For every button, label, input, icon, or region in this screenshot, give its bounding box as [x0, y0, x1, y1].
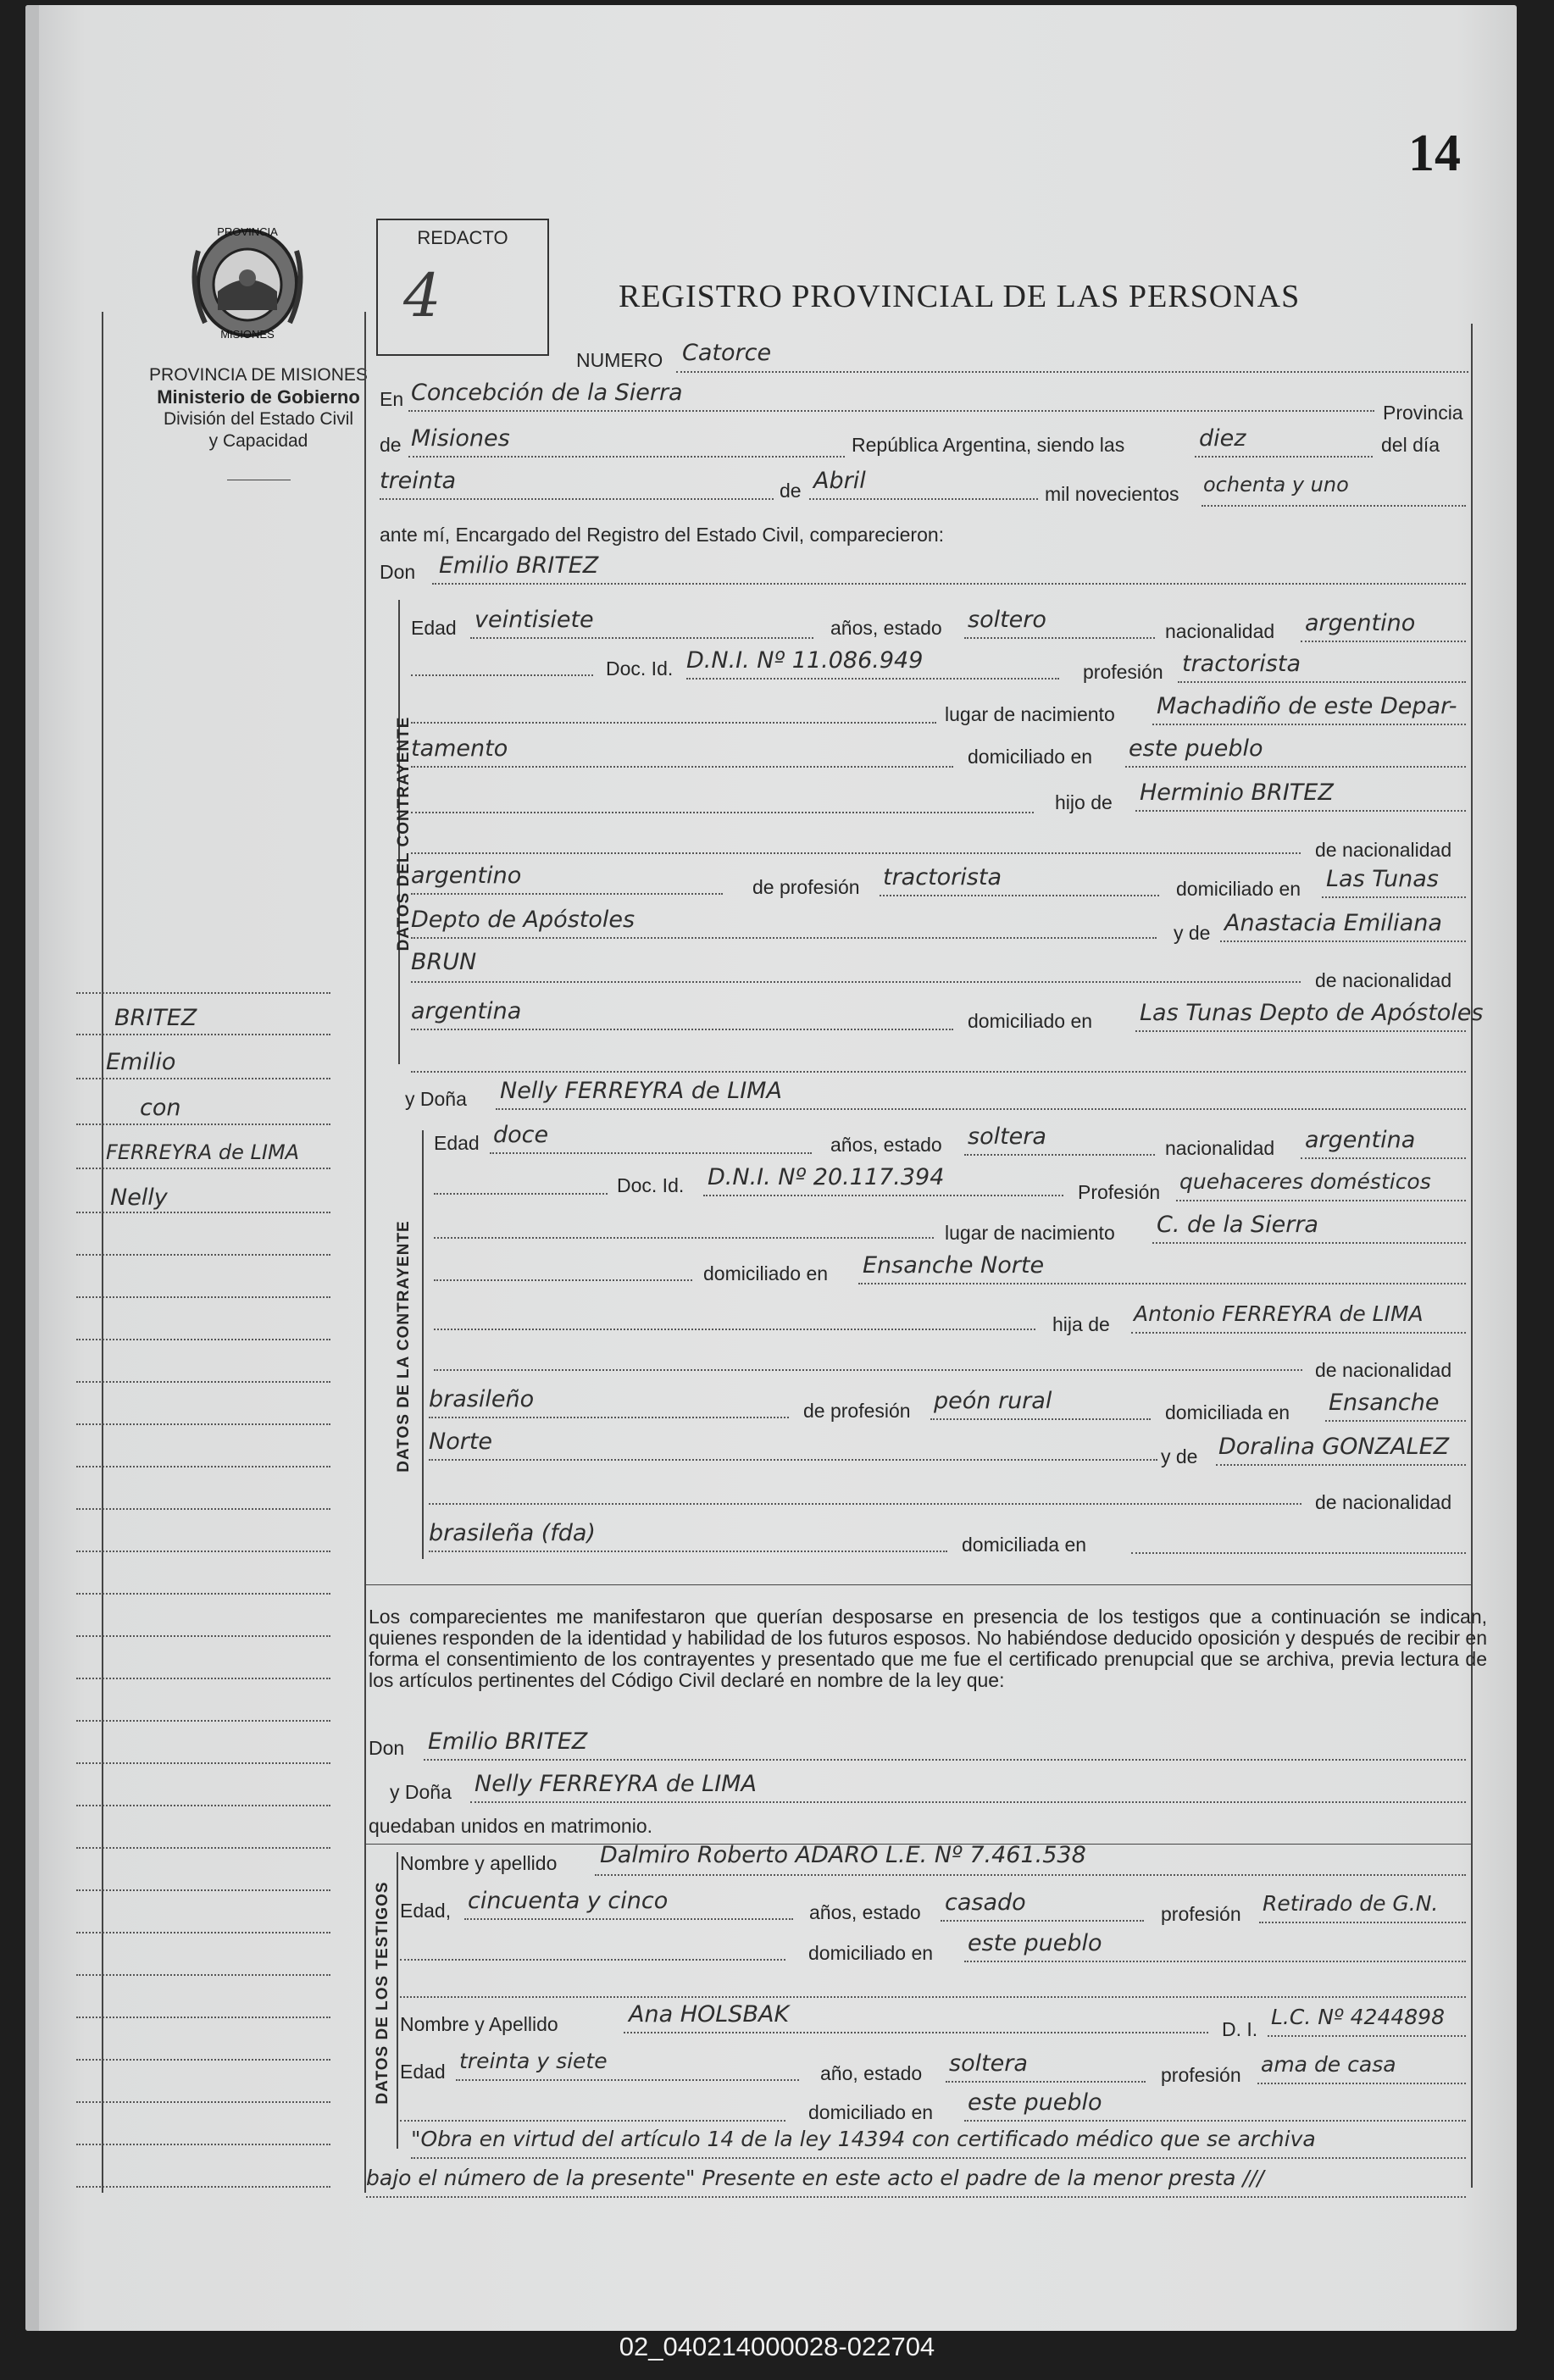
g-deprof-label: de profesión: [752, 876, 860, 898]
g-denac2-label: de nacionalidad: [1315, 969, 1452, 991]
g-padre-nac: argentino: [411, 863, 522, 889]
g-padre-prof: tractorista: [883, 864, 1002, 890]
b-doc-label: Doc. Id.: [617, 1174, 685, 1196]
witness-section-label: DATOS DE LOS TESTIGOS: [374, 1881, 391, 2105]
b-nac-label: nacionalidad: [1165, 1137, 1275, 1159]
b-doc: D.N.I. Nº 20.117.394: [708, 1164, 945, 1190]
g-nac-label: nacionalidad: [1165, 620, 1275, 642]
year-value: ochenta y uno: [1203, 473, 1349, 497]
w1-anos-label: años, estado: [809, 1901, 921, 1923]
w2-doc-label: D. I.: [1222, 2018, 1258, 2040]
decl-united: quedaban unidos en matrimonio.: [369, 1815, 653, 1837]
g-anos-label: años, estado: [830, 617, 942, 639]
g-yde-label: y de: [1174, 922, 1211, 944]
b-yde-label: y de: [1161, 1445, 1198, 1467]
g-madre1: Anastacia Emiliana: [1224, 910, 1442, 936]
header-province: PROVINCIA DE MISIONES: [149, 365, 368, 385]
g-estado: soltero: [968, 607, 1046, 633]
w2-dom: este pueblo: [968, 2089, 1102, 2116]
left-margin-line: [102, 312, 103, 2193]
numero-label: NUMERO: [576, 349, 663, 371]
b-dom-label: domiciliado en: [703, 1262, 829, 1284]
day-value: treinta: [380, 468, 457, 494]
bride-name: Nelly FERREYRA de LIMA: [500, 1078, 782, 1104]
margin-given-name: Emilio: [106, 1049, 176, 1075]
witness-bracket: [397, 1852, 398, 2149]
page-number: 14: [1408, 125, 1461, 182]
b-denac-label: de nacionalidad: [1315, 1359, 1452, 1381]
g-dom-label: domiciliado en: [968, 746, 1093, 768]
decl-dona-label: y Doña: [390, 1781, 452, 1803]
w2-name: Ana HOLSBAK: [629, 2001, 790, 2028]
margin-bride-surname: FERREYRA de LIMA: [106, 1140, 300, 1164]
ante-mi-text: ante mí, Encargado del Registro del Estado Civil, comparecieron:: [380, 524, 945, 546]
groom-section-label: DATOS DEL CONTRAYENTE: [395, 716, 413, 951]
month-value: Abril: [813, 468, 866, 494]
decl-bride: Nelly FERREYRA de LIMA: [475, 1771, 757, 1797]
g-prof-label: profesión: [1083, 661, 1163, 683]
right-frame-line: [1471, 324, 1473, 2188]
w2-doc: L.C. Nº 4244898: [1271, 2005, 1445, 2029]
left-column-line: [364, 312, 366, 2193]
document-page: [25, 5, 1517, 2331]
b-padre-prof: peón rural: [934, 1388, 1052, 1414]
b-anos-label: años, estado: [830, 1134, 942, 1156]
g-mdom-label: domiciliado en: [968, 1010, 1093, 1032]
b-lugar: C. de la Sierra: [1157, 1212, 1318, 1238]
redacto-box: [376, 219, 549, 356]
b-lugar-label: lugar de nacimiento: [945, 1222, 1115, 1244]
w1-edad: cincuenta y cinco: [468, 1888, 669, 1914]
g-domicilio: este pueblo: [1129, 735, 1263, 762]
g-madre2: BRUN: [411, 949, 477, 975]
w1-dom-label: domiciliado en: [808, 1942, 934, 1964]
b-denac2-label: de nacionalidad: [1315, 1491, 1452, 1513]
mil-label: mil novecientos: [1045, 483, 1179, 505]
g-hijo-label: hijo de: [1055, 791, 1113, 813]
b-padre: Antonio FERREYRA de LIMA: [1134, 1301, 1424, 1326]
bride-bracket: [422, 1130, 424, 1559]
b-estado: soltera: [968, 1123, 1046, 1150]
g-domen-label: domiciliado en: [1176, 878, 1301, 900]
w2-prof: ama de casa: [1261, 2052, 1396, 2077]
w1-edad-label: Edad,: [400, 1900, 452, 1922]
margin-con: con: [140, 1095, 181, 1121]
g-doc: D.N.I. Nº 11.086.949: [686, 647, 924, 674]
del-dia-label: del día: [1381, 434, 1440, 456]
bride-section-label: DATOS DE LA CONTRAYENTE: [395, 1220, 413, 1473]
page-binding-edge: [25, 5, 39, 2331]
declaration-text: Los comparecientes me manifestaron que querían desposarse en presencia de los testigos que a continuación se indican, quienes responden de la identidad y habilidad de los futuros esposos. No habiéndose deducido oposición y después de recibir en forma el consentimiento de los contrayentes y presentado que me fue el certificado prenupcial que se archiva, previa lectura de los artículos pertinentes del Código Civil declaré en nombre de la ley que:: [369, 1606, 1487, 1691]
de-label: de: [380, 434, 402, 456]
margin-bride-name: Nelly: [110, 1184, 168, 1211]
header-ministry: Ministerio de Gobierno: [157, 386, 360, 408]
provincia-label: Provincia: [1383, 402, 1463, 424]
g-lugar2: tamento: [411, 735, 508, 762]
g-profesion: tractorista: [1182, 651, 1301, 677]
groom-name: Emilio BRITEZ: [439, 552, 599, 579]
w2-anos-label: año, estado: [820, 2062, 923, 2084]
en-label: En: [380, 388, 404, 410]
image-id-caption: 02_040214000028-022704: [619, 2332, 935, 2361]
g-nacionalidad: argentino: [1305, 610, 1416, 636]
g-padre-dom1: Las Tunas: [1326, 866, 1439, 892]
b-madre-nac: brasileña (fda): [429, 1520, 596, 1546]
dona-label: y Doña: [405, 1088, 467, 1110]
redacto-value: 4: [403, 261, 441, 330]
hour-value: diez: [1199, 425, 1246, 452]
g-madre-dom: Las Tunas Depto de Apóstoles: [1140, 1000, 1484, 1026]
w1-name-label: Nombre y apellido: [400, 1852, 558, 1874]
republica-label: República Argentina, siendo las: [852, 434, 1125, 456]
don-label: Don: [380, 561, 416, 583]
margin-surname: BRITEZ: [114, 1005, 197, 1031]
w1-estado: casado: [945, 1889, 1026, 1916]
header-division: División del Estado Civil: [163, 409, 354, 429]
g-denac-label: de nacionalidad: [1315, 839, 1452, 861]
w2-edad: treinta y siete: [459, 2049, 608, 2073]
decl-don-label: Don: [369, 1737, 405, 1759]
b-deprof-label: de profesión: [803, 1400, 911, 1422]
note-line-2: bajo el número de la presente" Presente en este acto el padre de la menor presta ///: [366, 2166, 1264, 2190]
w1-prof: Retirado de G.N.: [1263, 1891, 1439, 1916]
b-nacionalidad: argentina: [1305, 1127, 1416, 1153]
b-padre-nac: brasileño: [429, 1386, 535, 1412]
b-mdom-label: domiciliada en: [962, 1534, 1087, 1556]
b-edad-label: Edad: [434, 1132, 480, 1154]
place-value: Concebción de la Sierra: [411, 380, 683, 406]
header-capacity: y Capacidad: [208, 431, 308, 451]
svg-text:PROVINCIA: PROVINCIA: [217, 225, 278, 238]
b-padre-dom1: Ensanche: [1329, 1390, 1440, 1416]
w1-prof-label: profesión: [1161, 1903, 1241, 1925]
g-edad: veintisiete: [475, 607, 594, 633]
w1-dom: este pueblo: [968, 1930, 1102, 1956]
b-domicilio: Ensanche Norte: [863, 1252, 1045, 1279]
svg-text:MISIONES: MISIONES: [220, 328, 275, 341]
w2-name-label: Nombre y Apellido: [400, 2013, 558, 2035]
w1-name: Dalmiro Roberto ADARO L.E. Nº 7.461.538: [600, 1842, 1086, 1868]
g-padre-dom2: Depto de Apóstoles: [411, 907, 635, 933]
g-padre: Herminio BRITEZ: [1140, 779, 1334, 806]
w2-dom-label: domiciliado en: [808, 2101, 934, 2123]
b-edad: doce: [493, 1122, 549, 1148]
b-prof-label: Profesión: [1078, 1181, 1161, 1203]
numero-value: Catorce: [682, 340, 772, 366]
b-profesion: quehaceres domésticos: [1179, 1169, 1431, 1194]
g-lugar1: Machadiño de este Depar-: [1157, 693, 1457, 719]
g-madre-nac: argentina: [411, 998, 522, 1024]
province-value: Misiones: [411, 425, 510, 452]
w2-estado: soltera: [949, 2050, 1028, 2077]
g-lugar-label: lugar de nacimiento: [945, 703, 1115, 725]
w2-edad-label: Edad: [400, 2061, 446, 2083]
document-title: REGISTRO PROVINCIAL DE LAS PERSONAS: [619, 279, 1301, 314]
g-doc-label: Doc. Id.: [606, 657, 674, 680]
w2-prof-label: profesión: [1161, 2064, 1241, 2086]
b-domcda-label: domiciliada en: [1165, 1401, 1290, 1423]
b-hija-label: hija de: [1052, 1313, 1110, 1335]
de2-label: de: [780, 480, 802, 502]
g-edad-label: Edad: [411, 617, 457, 639]
decl-groom: Emilio BRITEZ: [428, 1728, 588, 1755]
b-madre: Doralina GONZALEZ: [1218, 1434, 1450, 1460]
b-padre-dom2: Norte: [429, 1429, 493, 1455]
redacto-label: REDACTO: [417, 227, 508, 248]
note-line-1: "Obra en virtud del artículo 14 de la ley 14394 con certificado médico que se archiva: [411, 2127, 1316, 2151]
misiones-crest-icon: [180, 217, 315, 344]
